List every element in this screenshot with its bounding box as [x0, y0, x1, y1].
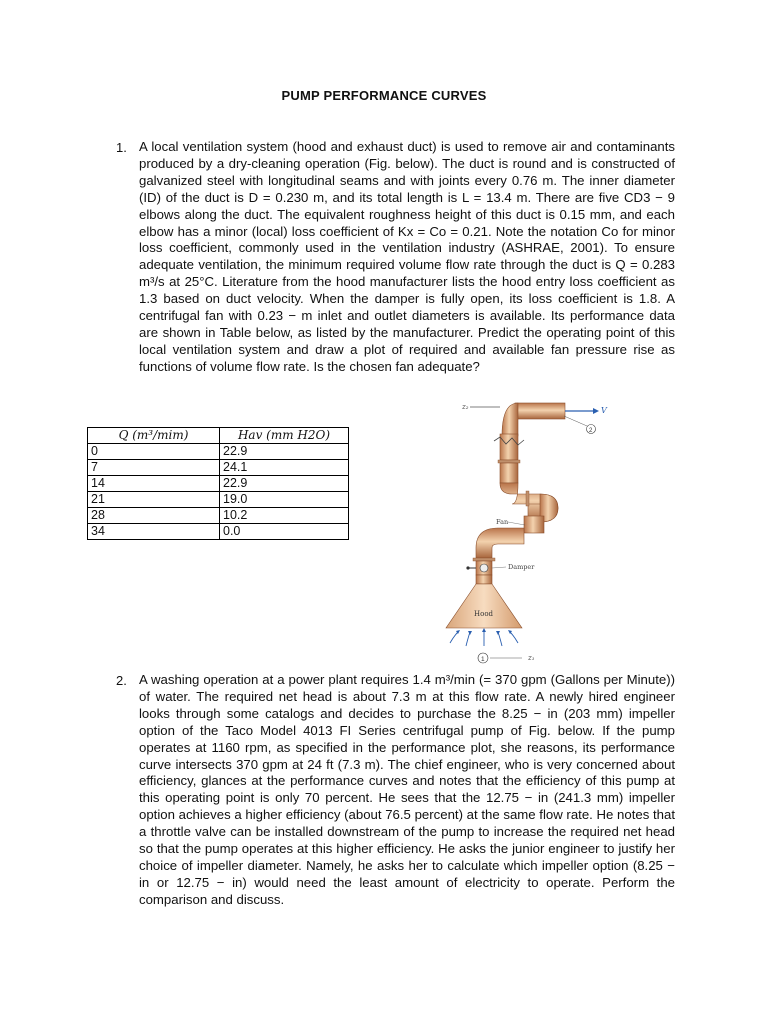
joint: [526, 491, 529, 506]
joint: [498, 460, 520, 463]
page-title: PUMP PERFORMANCE CURVES: [281, 88, 487, 103]
table-row: [88, 476, 349, 492]
table-cell-q: 21: [88, 492, 220, 508]
problem-2-number: 2.: [116, 673, 127, 688]
table-cell-q: 7: [88, 460, 220, 476]
table-cell-q: 14: [88, 476, 220, 492]
upper-riser: [500, 434, 518, 460]
inflow-arrows: [450, 632, 518, 646]
velocity-arrowhead: [593, 408, 599, 414]
table-cell-hav: 24.1: [220, 460, 349, 476]
joint: [473, 558, 495, 561]
table-cell-q: 28: [88, 508, 220, 524]
velocity-label: V: [601, 406, 607, 415]
middle-riser: [500, 463, 518, 483]
table-cell-hav: 10.2: [220, 508, 349, 524]
table-cell-hav: 0.0: [220, 524, 349, 540]
problem-1-text: A local ventilation system (hood and exhaust duct) is used to remove air and contaminants produced by a dry-cleaning operation (Fig. below). The duct is round and is constructed of galvanized steel with longitudinal seams and with joints every 0.76 m. The inner diameter (ID) of the duct is D = 0.230 m, and its total length is L = 13.4 m. There are five CD3 − 9 elbows along the duct. The equivalent roughness height of this duct is 0.15 mm, and each elbow has a minor (local) loss coefficient of Kx = Co = 0.21. Note the notation Co for minor loss coefficient, commonly used in the ventilation industry (ASHRAE, 2001). To ensure adequate ventilation, the minimum required volume flow rate through the duct is Q = 0.283 m³/s at 25°C. Literature from the hood manufacturer lists the hood entry loss coefficient as 1.3 based on duct velocity. When the damper is fully open, its loss coefficient is 1.8. A centrifugal fan with 0.23 − m inlet and outlet diameters is available. Its performance data are shown in Table below, as listed by the manufacturer. Predict the operating point of this local ventilation system and draw a plot of required and available fan pressure rise as functions of volume flow rate. Is the chosen fan adequate?: [139, 139, 675, 374]
station-2-label: 2: [589, 428, 593, 434]
table-row: [88, 444, 349, 460]
top-elbow: [502, 403, 518, 436]
damper-leader: [492, 567, 506, 568]
table-cell-q: 34: [88, 524, 220, 540]
table-cell-hav: 22.9: [220, 476, 349, 492]
hood-label: Hood: [474, 610, 494, 618]
lower-elbow: [476, 528, 524, 558]
table-header-row: [88, 428, 349, 444]
problem-2-text: A washing operation at a power plant requires 1.4 m³/min (= 370 gpm (Gallons per Minute)) of water. The required net head is about 7.3 m at this flow rate. A newly hired engineer looks through some catalogs and decides to purchase the 8.25 − in (203 mm) impeller option of the Taco Model 4013 FI Series centrifugal pump of Fig. below. If the pump operates at 1160 rpm, as specified in the performance plot, she reasons, its performance curve intersects 370 gpm at 24 ft (7.3 m). The chief engineer, who is very concerned about efficiency, glances at the performance curves and notes that the efficiency of this pump at this operating point is only 70 percent. He sees that the 12.75 − in (241.3 mm) impeller option achieves a higher efficiency (about 76.5 percent) at the same flow rate. He notes that a throttle valve can be installed downstream of the pump to increase the required net head so that the pump operates at this higher efficiency. He asks the junior engineer to justify her choice of impeller diameter. Namely, he asks her to calculate which impeller option (8.25 − in or 12.75 − in) would need the least amount of electricity to operate. Perform the comparison and discuss.: [139, 672, 675, 907]
z2-label: z₂: [462, 403, 469, 411]
damper-label: Damper: [508, 563, 535, 571]
fan-performance-table: [87, 427, 349, 540]
table-header-hav: Hav (mm H2O): [220, 428, 349, 444]
fan-leader: [508, 522, 525, 525]
table-row: [88, 492, 349, 508]
damper-valve: [480, 564, 488, 572]
table-row: [88, 460, 349, 476]
fan-label: Fan: [496, 518, 509, 526]
station-2-leader: [564, 416, 587, 426]
z1-label: z₁: [528, 654, 535, 662]
table-header-q: Q (m³/mim): [88, 428, 220, 444]
hood-neck: [476, 575, 492, 584]
table-cell-hav: 22.9: [220, 444, 349, 460]
table-row: [88, 508, 349, 524]
damper-knob: [466, 566, 469, 569]
fan-housing: [524, 516, 544, 533]
table-cell-hav: 19.0: [220, 492, 349, 508]
station-1-label: 1: [481, 656, 485, 663]
ventilation-duct-figure: [440, 398, 615, 666]
table-row: [88, 524, 349, 540]
outlet-pipe: [515, 403, 565, 419]
problem-1-number: 1.: [116, 140, 127, 155]
hood: [446, 584, 522, 628]
table-cell-q: 0: [88, 444, 220, 460]
